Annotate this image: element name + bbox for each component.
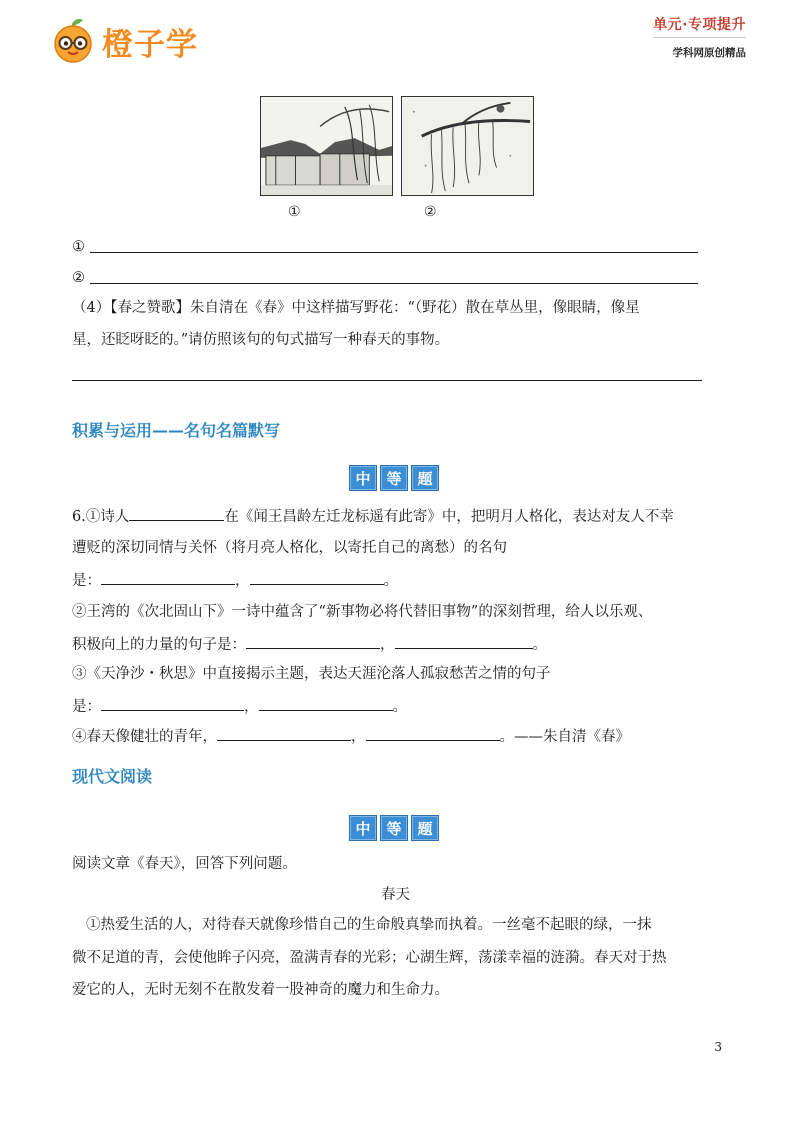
answer-blank[interactable] — [101, 696, 244, 711]
illustration-eaves-willow — [260, 96, 393, 196]
series-subtitle: 学科网原创精品 — [672, 47, 746, 59]
q4-text-line-2: 星，还眨呀眨的。”请仿照该句的句式描写一种春天的事物。 — [72, 332, 450, 348]
q6-part2-line-2: 积极向上的力量的句子是： ， 。 — [72, 634, 547, 655]
answer-blank[interactable] — [259, 696, 393, 711]
difficulty-badge-1 — [349, 465, 439, 491]
q6-part2-line-1: ②王湾的《次北固山下》一诗中蕴含了“新事物必将代替旧事物”的深刻哲理，给人以乐观、 — [72, 604, 653, 620]
page-number: 3 — [714, 1040, 722, 1054]
illustration-pair — [260, 96, 540, 206]
q4-answer-line[interactable] — [72, 380, 702, 381]
difficulty-badge-2 — [349, 815, 439, 841]
poet-name-blank[interactable] — [129, 506, 224, 521]
logo-text: 橙子学 — [102, 26, 198, 63]
answer-blank[interactable] — [101, 570, 235, 585]
q6-part4-line: ④春天像健壮的青年， ， 。——朱自清《春》 — [72, 726, 630, 747]
q6-part3-line-2: 是： ， 。 — [72, 696, 407, 717]
section-title-reading: 现代文阅读 — [72, 767, 153, 786]
answer-blank[interactable] — [395, 634, 533, 649]
header-right — [653, 14, 746, 60]
q6-part3-line-1: ③《天净沙・秋思》中直接揭示主题，表达天涯沦落人孤寂愁苦之情的句子 — [72, 666, 551, 682]
q6-part1-line-1: 6.①诗人 在《闻王昌龄左迁龙标遥有此寄》中，把明月人格化，表达对友人不幸 — [72, 506, 674, 527]
badge-char: 题 — [411, 815, 439, 841]
article-para-1-line-2: 微不足道的青，会使他眸子闪亮，盈满青春的光彩；心湖生辉，荡漾幸福的涟漪。春天对于热 — [72, 950, 667, 966]
reading-intro: 阅读文章《春天》，回答下列问题。 — [72, 856, 297, 872]
q6-part1-line-3: 是： ， 。 — [72, 570, 398, 591]
badge-char: 中 — [349, 815, 377, 841]
badge-char: 中 — [349, 465, 377, 491]
q6-part1-line-2: 遭贬的深切同情与关怀（将月亮人格化，以寄托自己的离愁）的名句 — [72, 540, 507, 556]
series-title: 单元·专项提升 — [653, 14, 746, 38]
answer-blank[interactable] — [217, 726, 351, 741]
answer-line-2[interactable] — [90, 283, 698, 284]
answer-label-1: ① — [72, 239, 85, 255]
answer-blank[interactable] — [246, 634, 380, 649]
section-title-recitation: 积累与运用——名句名篇默写 — [72, 421, 281, 440]
badge-char: 等 — [380, 465, 408, 491]
illustration-label-1: ① — [288, 204, 301, 220]
answer-line-1[interactable] — [90, 252, 698, 253]
illustration-label-2: ② — [424, 204, 437, 220]
answer-label-2: ② — [72, 270, 85, 286]
answer-blank[interactable] — [250, 570, 384, 585]
article-para-1-line-1: ①热爱生活的人，对待春天就像珍惜自己的生命般真挚而执着。一丝毫不起眼的绿，一抹 — [86, 917, 652, 933]
article-para-1-line-3: 爱它的人，无时无刻不在散发着一股神奇的魔力和生命力。 — [72, 982, 449, 998]
orange-mascot-icon — [50, 18, 96, 64]
article-title: 春天 — [381, 887, 410, 903]
answer-blank[interactable] — [366, 726, 500, 741]
badge-char: 等 — [380, 815, 408, 841]
illustration-willow-branch — [401, 96, 534, 196]
q4-text-line-1: （4）【春之赞歌】朱自清在《春》中这样描写野花：“（野花）散在草丛里，像眼睛，像星 — [72, 300, 640, 316]
logo — [50, 16, 210, 66]
badge-char: 题 — [411, 465, 439, 491]
